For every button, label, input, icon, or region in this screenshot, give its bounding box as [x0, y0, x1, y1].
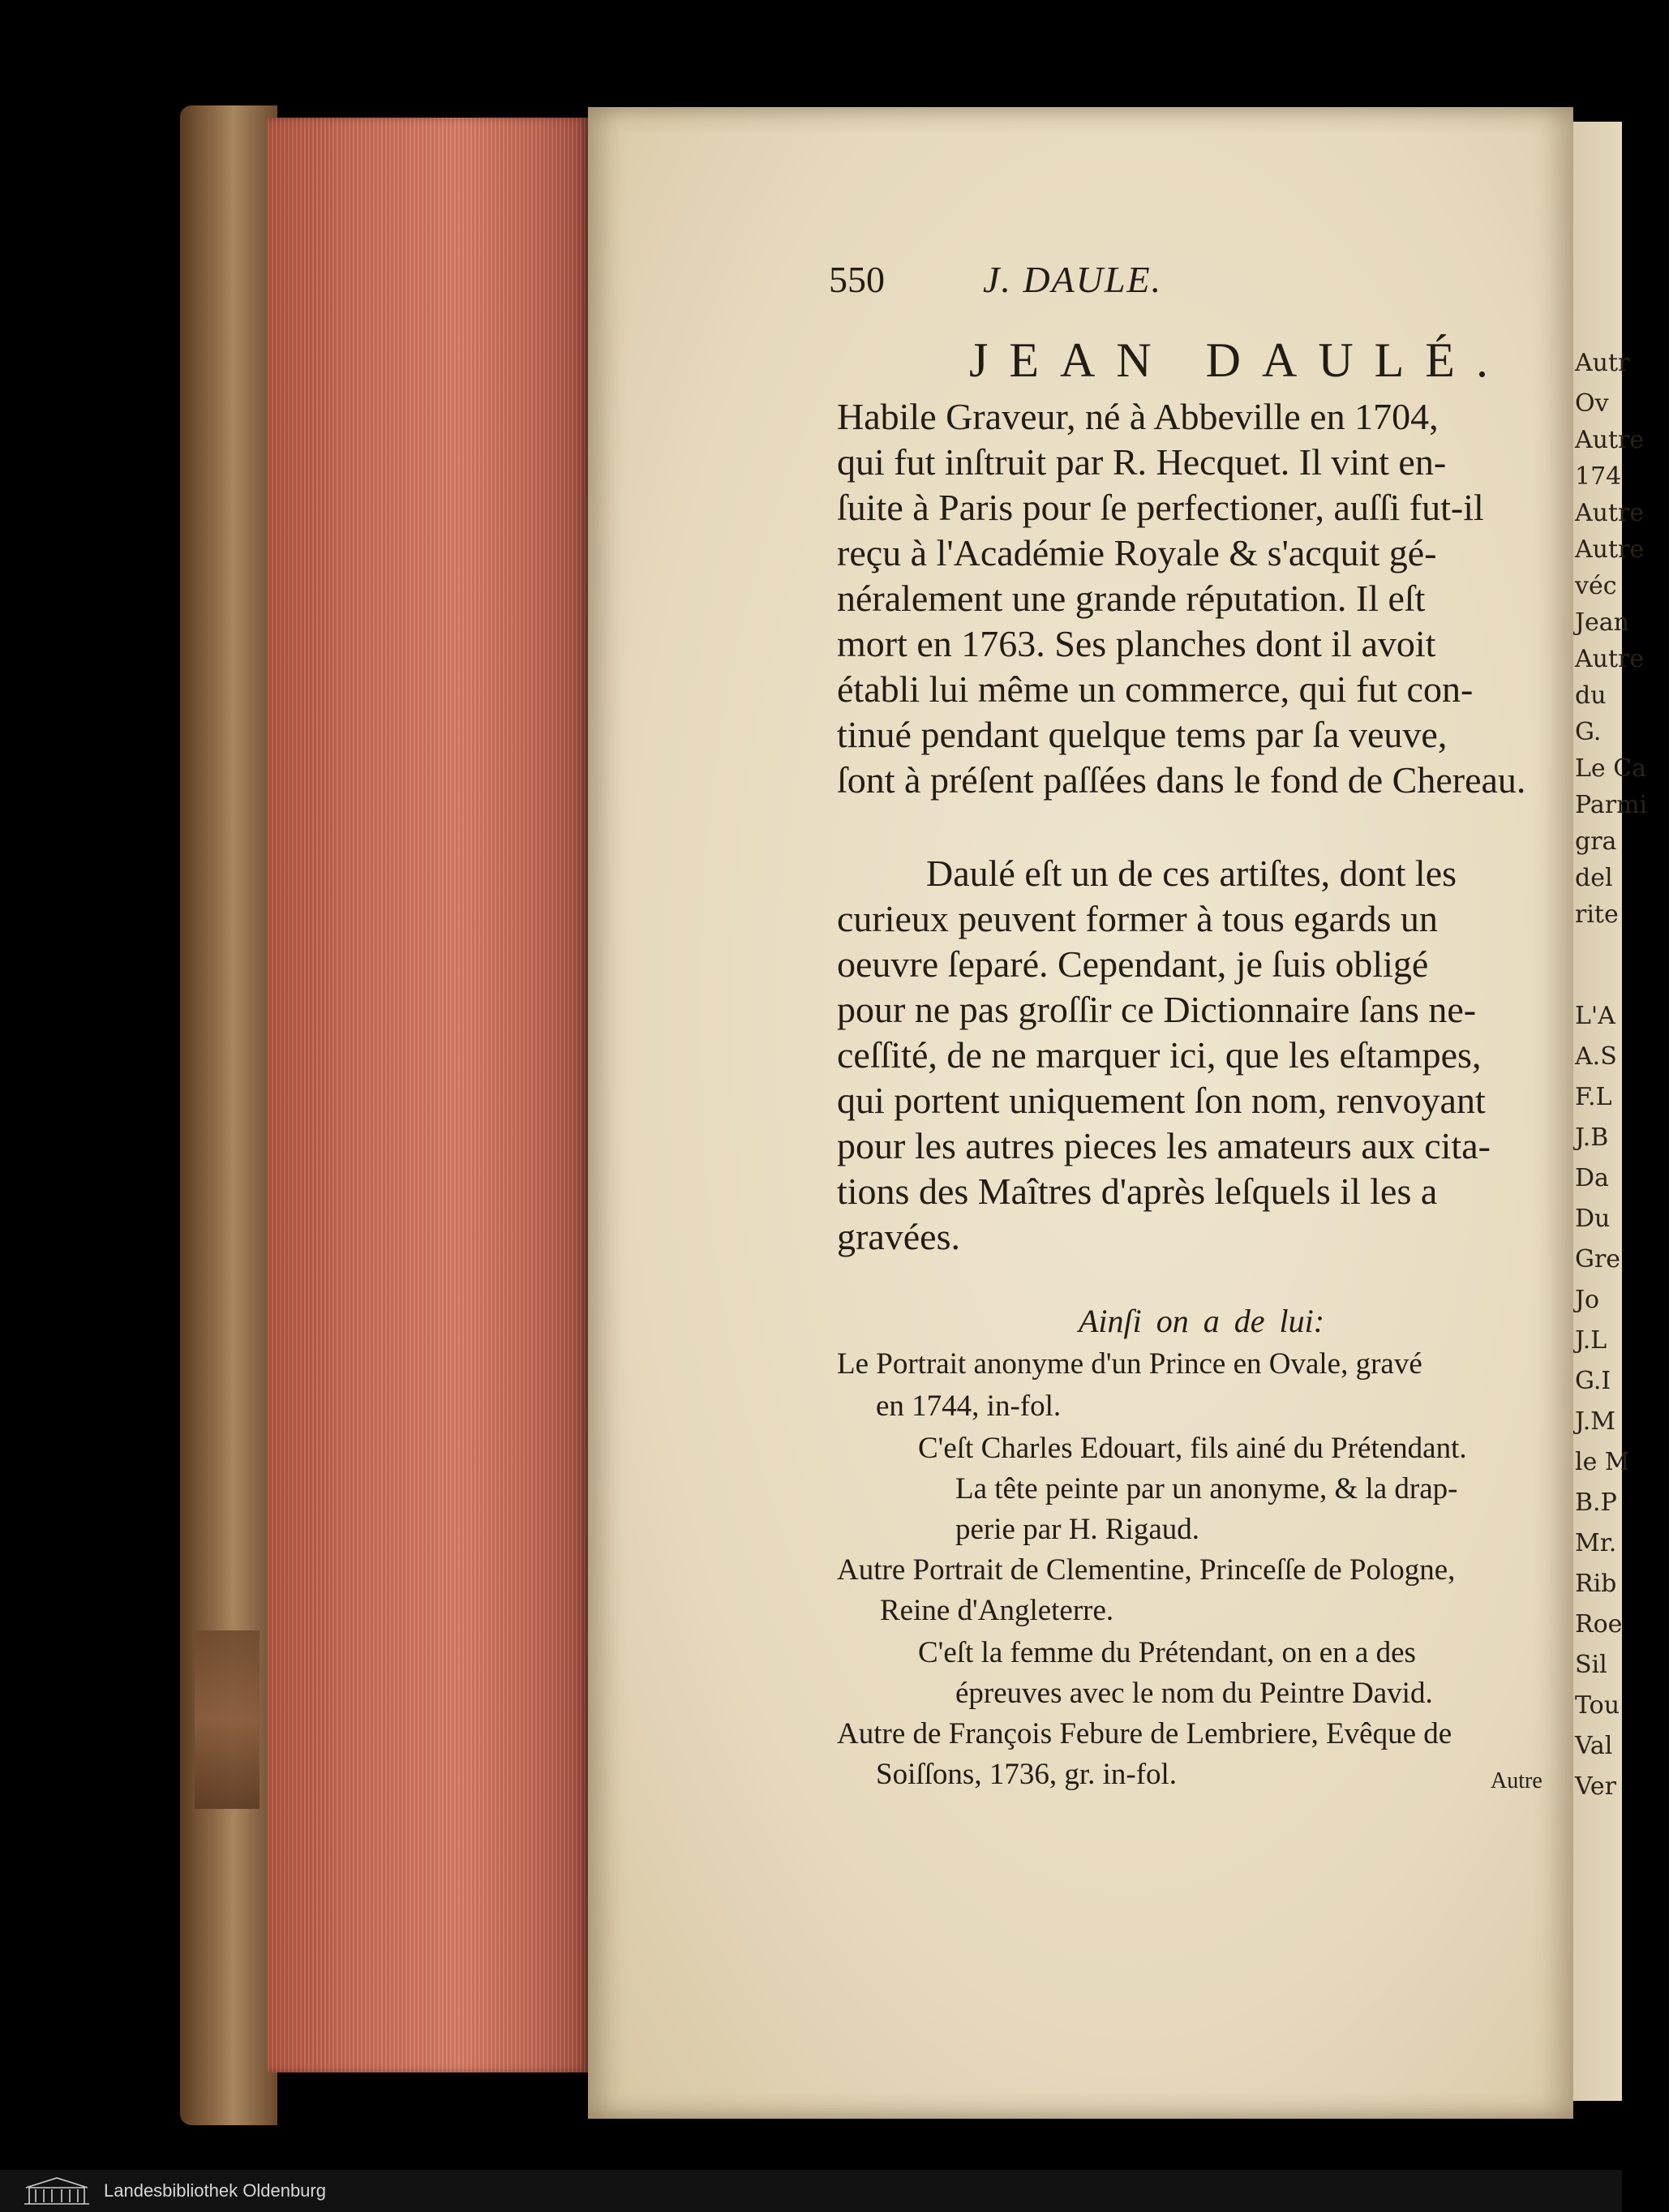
- red-page-edges: [268, 118, 588, 2072]
- fragment-line: Ov: [1575, 389, 1609, 418]
- text-line: Habile Graveur, né à Abbeville en 1704,: [837, 396, 1439, 437]
- fragment-line: Du: [1575, 1205, 1611, 1233]
- fragment-line: Autre: [1575, 645, 1645, 673]
- fragment-line: Jean: [1575, 608, 1629, 637]
- text-line: pour les autres pieces les amateurs aux cita-: [837, 1125, 1491, 1166]
- fragment-line: 174: [1575, 462, 1622, 491]
- text-line: pour ne pas groſſir ce Dictionnaire ſans ne-: [837, 989, 1477, 1030]
- fragment-line: Autre: [1575, 499, 1645, 527]
- fragment-line: Gre: [1575, 1245, 1621, 1274]
- text-line: établi lui même un commerce, qui fut con-: [837, 668, 1474, 710]
- fragment-line: L'A: [1575, 1002, 1615, 1030]
- text-line: qui fut inſtruit par R. Hecquet. Il vint en-: [837, 441, 1447, 483]
- fragment-line: G.I: [1575, 1367, 1611, 1395]
- fragment-line: Autr: [1575, 349, 1630, 377]
- fragment-line: du: [1575, 681, 1607, 710]
- fragment-line: véc: [1575, 572, 1617, 600]
- book-spine: [180, 105, 277, 2125]
- fragment-line: J.M: [1575, 1407, 1615, 1436]
- entry-line: Reine d'Angleterre.: [880, 1594, 1114, 1627]
- footer-bar: [0, 2170, 1622, 2212]
- spine-leather-patch: [195, 1630, 260, 1809]
- text-line: Daulé eſt un de ces artiſtes, dont les: [926, 853, 1457, 894]
- catchword: Autre: [1491, 1768, 1542, 1793]
- fragment-line: G.: [1575, 718, 1602, 746]
- fragment-line: Da: [1575, 1164, 1609, 1192]
- fragment-line: Val: [1575, 1732, 1613, 1760]
- fragment-line: Parmi: [1575, 791, 1648, 819]
- text-line: reçu à l'Académie Royale & s'acquit gé-: [837, 532, 1437, 573]
- entry-line: C'eſt Charles Edouart, fils ainé du Prétendant.: [918, 1432, 1467, 1465]
- entry-line: en 1744, in-fol.: [876, 1389, 1062, 1423]
- fragment-line: Roe: [1575, 1610, 1623, 1639]
- fragment-line: Sil: [1575, 1651, 1607, 1679]
- page-number: 550: [829, 259, 885, 300]
- running-title: J. DAULE.: [983, 259, 1163, 300]
- text-line: gravées.: [837, 1216, 960, 1257]
- text-line: ceſſité, de ne marquer ici, que les eſtampes,: [837, 1034, 1482, 1076]
- entry-line: C'eſt la femme du Prétendant, on en a des: [918, 1636, 1416, 1669]
- text-line: ſont à préſent paſſées dans le fond de Chereau.: [837, 759, 1526, 801]
- text-line: oeuvre ſeparé. Cependant, je ſuis obligé: [837, 943, 1429, 985]
- entry-line: perie par H. Rigaud.: [955, 1513, 1200, 1546]
- fragment-line: J.B: [1575, 1123, 1609, 1152]
- fragment-line: rite: [1575, 900, 1619, 929]
- text-line: qui portent uniquement ſon nom, renvoyant: [837, 1080, 1486, 1121]
- fragment-line: Le Ca: [1575, 754, 1647, 783]
- fragment-line: Autre: [1575, 535, 1645, 564]
- entry-line: La tête peinte par un anonyme, & la drap-: [955, 1472, 1458, 1505]
- fragment-line: F.L: [1575, 1083, 1612, 1111]
- library-name: Landesbibliothek Oldenburg: [104, 2180, 326, 2201]
- fragment-line: Mr.: [1575, 1529, 1617, 1557]
- text-line: mort en 1763. Ses planches dont il avoit: [837, 623, 1436, 664]
- section-heading: Ainſi on a de lui:: [1079, 1303, 1325, 1339]
- article-title: JEAN DAULÉ.: [969, 333, 1509, 387]
- entry-line: Autre Portrait de Clementine, Princeſſe de Pologne,: [837, 1553, 1456, 1587]
- library-building-icon: [23, 2176, 91, 2206]
- fragment-line: A.S: [1575, 1042, 1617, 1071]
- fragment-line: Rib: [1575, 1570, 1617, 1598]
- text-line: curieux peuvent former à tous egards un: [837, 898, 1438, 939]
- text-line: tinué pendant quelque tems par ſa veuve,: [837, 714, 1448, 755]
- fragment-line: B.P: [1575, 1488, 1617, 1517]
- fragment-line: le M: [1575, 1448, 1630, 1476]
- fragment-line: Jo: [1575, 1286, 1600, 1314]
- fragment-line: del: [1575, 864, 1613, 892]
- text-line: tions des Maîtres d'après leſquels il les a: [837, 1170, 1438, 1212]
- fragment-line: Ver: [1575, 1772, 1617, 1801]
- entry-line: épreuves avec le nom du Peintre David.: [955, 1677, 1433, 1710]
- fragment-line: gra: [1575, 827, 1617, 856]
- text-line: ſuite à Paris pour ſe perfectioner, auſſi fut-il: [837, 487, 1484, 528]
- entry-line: Soiſſons, 1736, gr. in-fol.: [876, 1758, 1178, 1791]
- text-line: néralement une grande réputation. Il eſt: [837, 578, 1426, 619]
- entry-line: Autre de François Febure de Lembriere, Evêque de: [837, 1717, 1452, 1750]
- fragment-line: J.L: [1575, 1326, 1607, 1355]
- fragment-line: Autre: [1575, 426, 1645, 454]
- entry-line: Le Portrait anonyme d'un Prince en Ovale, gravé: [837, 1347, 1422, 1381]
- fragment-line: Tou: [1575, 1691, 1620, 1720]
